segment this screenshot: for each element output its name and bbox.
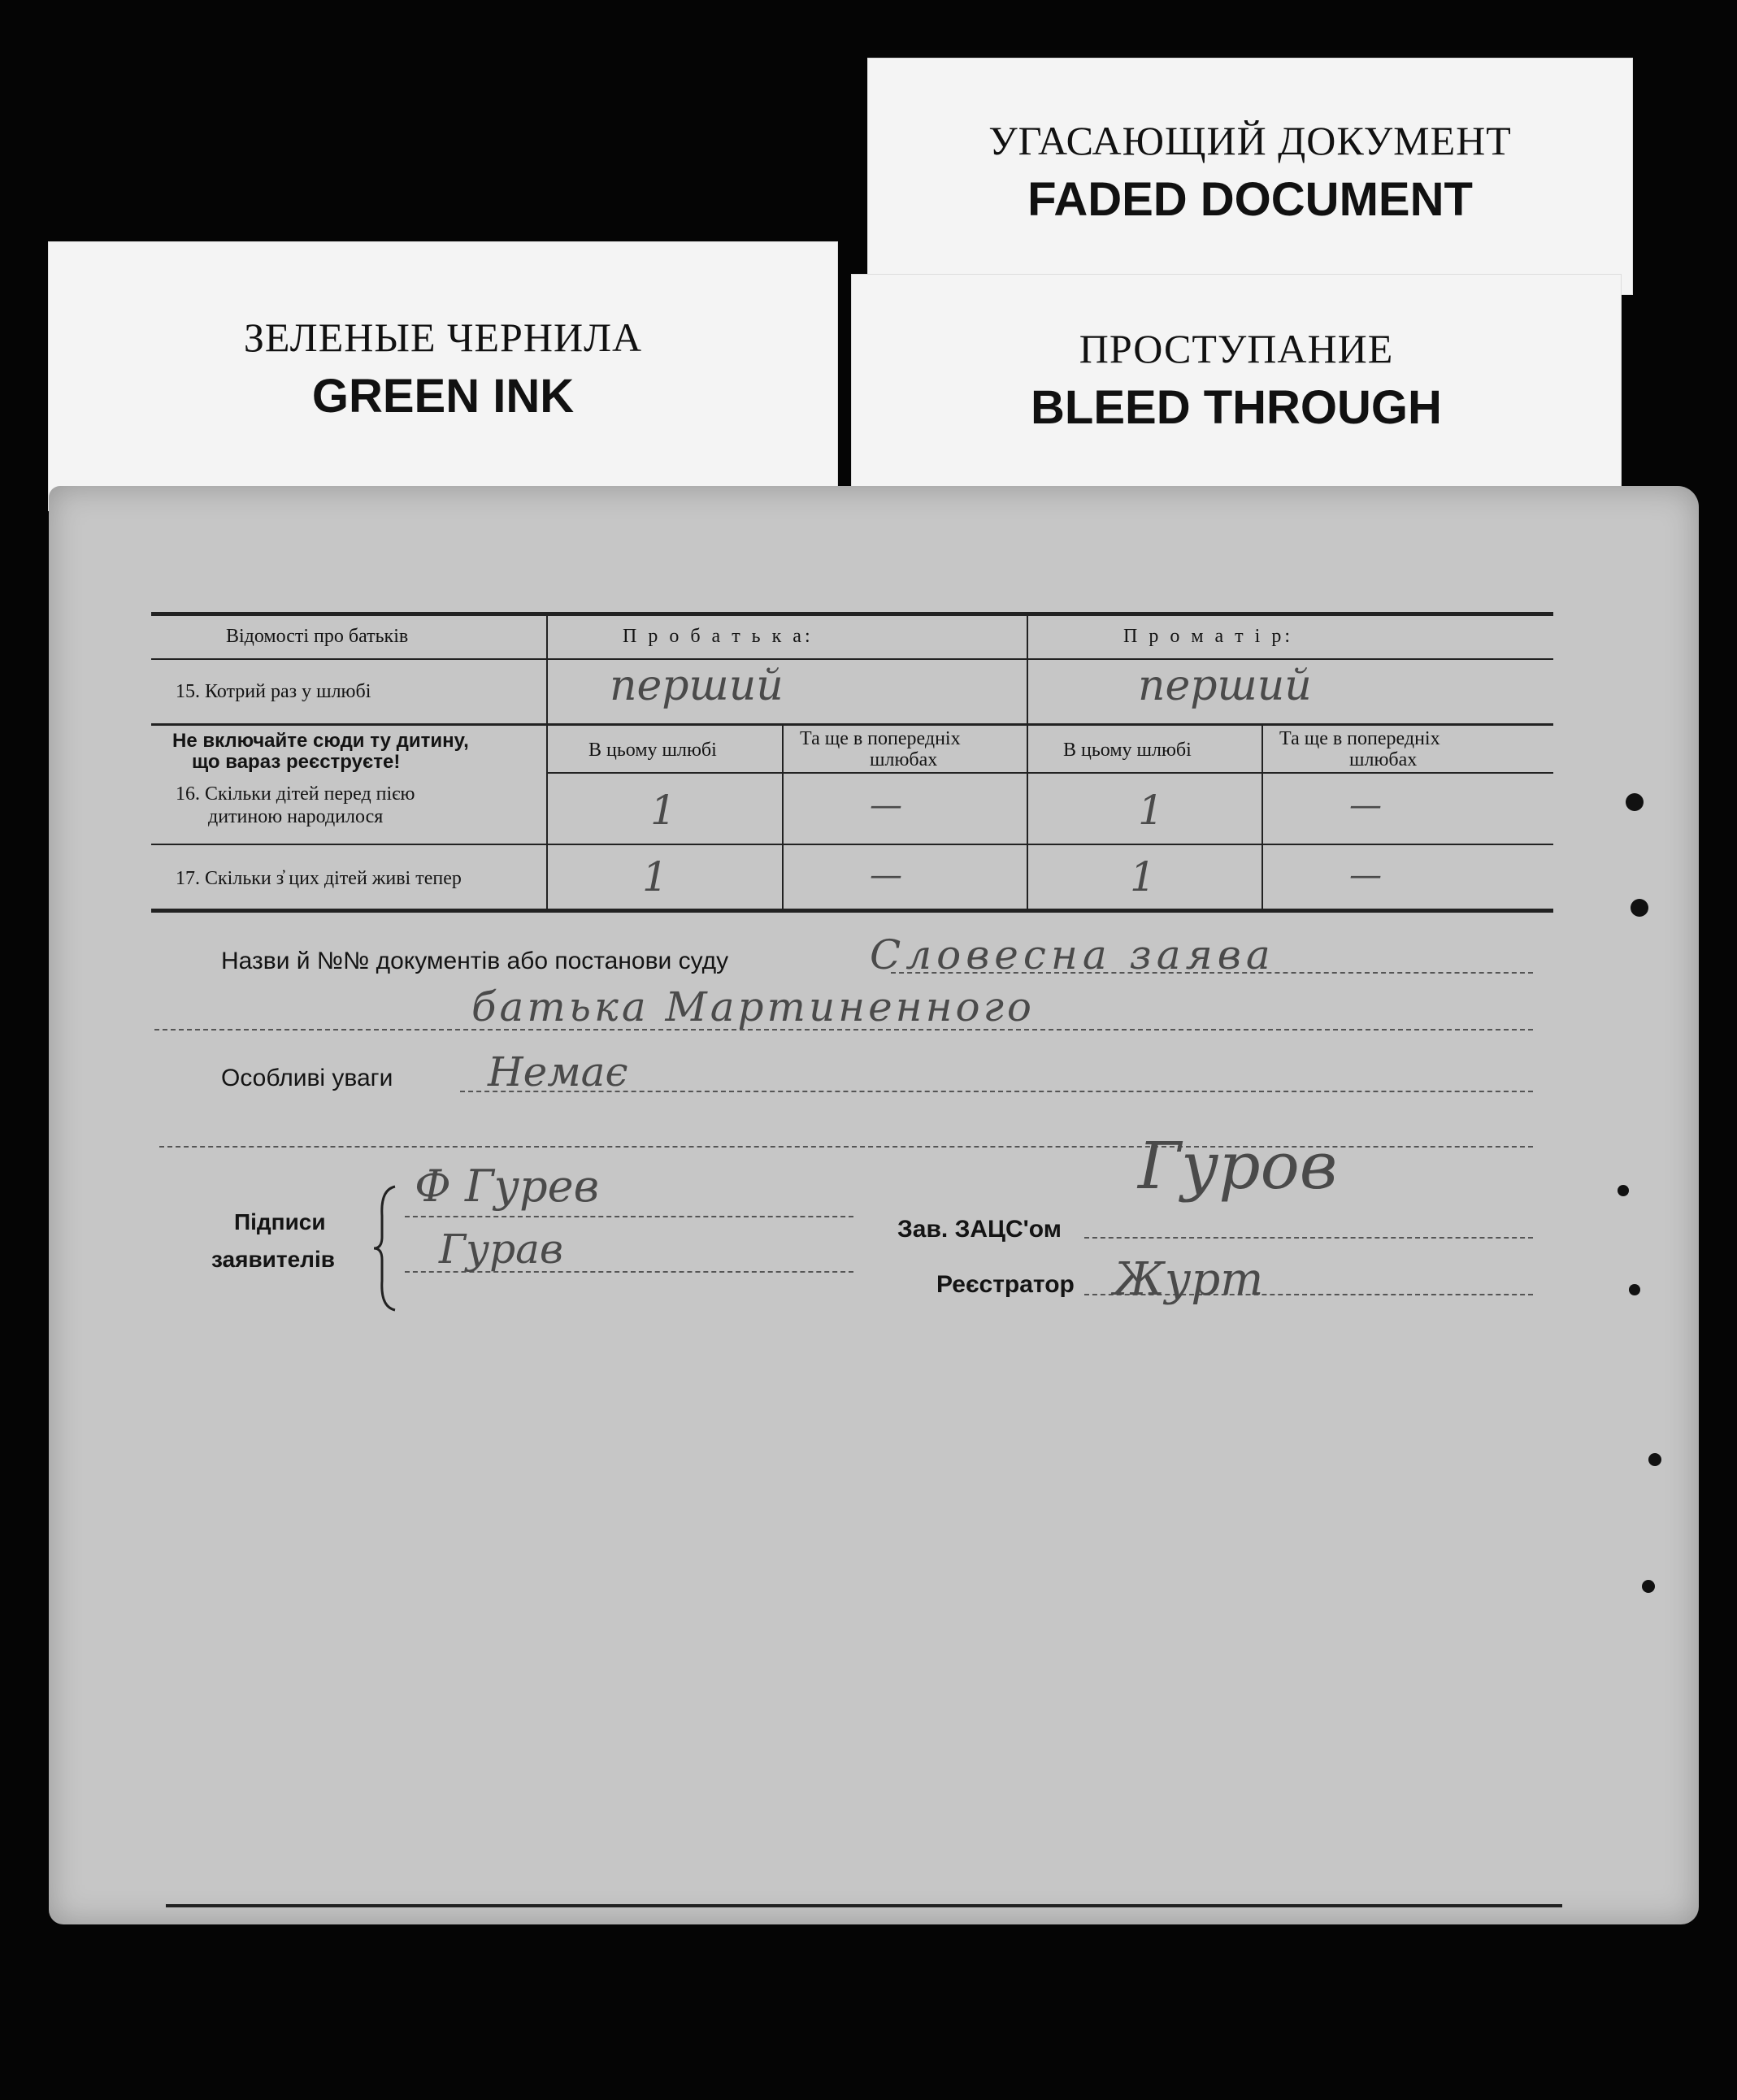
- note-line1: Не включайте сюди ту дитину,: [172, 730, 469, 752]
- table-col-rule: [782, 726, 784, 910]
- head-signature: Гуров: [1138, 1128, 1338, 1204]
- row15-label: 15. Котрий раз у шлюбі: [176, 681, 371, 702]
- row16-mother-prev: —: [1349, 787, 1382, 824]
- green-ink-card: [49, 242, 837, 510]
- subhead-mother-prev-2: шлюбах: [1349, 749, 1418, 770]
- table-rule: [546, 772, 1553, 774]
- faded-card-en: FADED DOCUMENT: [1027, 173, 1473, 226]
- green-card-ru: ЗЕЛЕНЫЕ ЧЕРНИЛА: [243, 315, 643, 360]
- table-col-rule: [546, 616, 548, 910]
- header-parents-info: Відомості про батьків: [226, 626, 409, 647]
- faded-document-card: [868, 59, 1632, 294]
- row17-mother-this: 1: [1130, 853, 1156, 900]
- head-line: [1084, 1237, 1533, 1239]
- signature-mother: Гурав: [439, 1226, 564, 1273]
- row16-mother-this: 1: [1138, 787, 1164, 834]
- document-sheet: [49, 486, 1699, 1924]
- row15-mother-handwriting: перший: [1138, 662, 1312, 710]
- row17-mother-prev: —: [1349, 857, 1382, 894]
- row17-father-prev: —: [870, 857, 902, 894]
- registrar-label: Реєстратор: [936, 1271, 1075, 1298]
- binding-hole: [1626, 793, 1644, 811]
- table-top-rule: [151, 612, 1553, 616]
- signatures-label-2: заявителів: [211, 1247, 335, 1272]
- table-col-rule: [1261, 726, 1263, 910]
- table-bottom-rule: [151, 909, 1553, 913]
- bleed-card-en: BLEED THROUGH: [1031, 381, 1442, 434]
- binding-hole: [1631, 899, 1648, 917]
- header-mother: П р о м а т і р:: [1123, 626, 1293, 647]
- bleed-card-ru: ПРОСТУПАНИЕ: [1079, 326, 1394, 371]
- docs-label: Назви й №№ документів або постанови суду: [221, 948, 729, 974]
- row16-label-line2: дитиною народилося: [208, 806, 384, 827]
- signatures-label-1: Підписи: [234, 1209, 326, 1234]
- row17-label: 17. Скільки з̓ цих дітей живі тепер: [176, 868, 462, 889]
- green-card-en: GREEN INK: [311, 370, 575, 423]
- row16-label-line1: 16. Скільки дітей перед пією: [176, 783, 415, 805]
- subhead-father-this-marriage: В цьому шлюбі: [588, 740, 717, 761]
- special-label: Особливі уваги: [221, 1065, 393, 1091]
- row17-father-this: 1: [642, 853, 668, 900]
- table-col-rule: [1027, 616, 1028, 910]
- row16-father-prev: —: [870, 787, 902, 824]
- signature-line-1: [405, 1216, 853, 1217]
- binding-hole: [1618, 1185, 1629, 1196]
- binding-hole: [1629, 1284, 1640, 1295]
- subhead-mother-this-marriage: В цьому шлюбі: [1063, 740, 1192, 761]
- docs-handwriting-2: батька Мартиненного: [471, 983, 1036, 1030]
- signature-father: Ф Гурев: [415, 1161, 600, 1212]
- table-rule: [151, 723, 1553, 726]
- signatures-brace: [371, 1183, 403, 1313]
- binding-hole: [1648, 1453, 1661, 1466]
- head-label: Зав. ЗАЦС'ом: [897, 1216, 1062, 1243]
- bottom-rule: [166, 1904, 1562, 1907]
- binding-hole: [1642, 1580, 1655, 1593]
- bleed-through-card: [852, 275, 1621, 510]
- subhead-mother-prev-1: Та ще в попередніх: [1279, 728, 1440, 749]
- faded-card-ru: УГАСАЮЩИЙ ДОКУМЕНТ: [988, 118, 1512, 163]
- registrar-signature: Журт: [1114, 1253, 1264, 1306]
- special-handwriting: Немає: [488, 1048, 628, 1096]
- table-rule: [151, 844, 1553, 845]
- note-line2: що вараз реєструєте!: [192, 751, 401, 773]
- subhead-father-prev-2: шлюбах: [870, 749, 938, 770]
- table-rule: [151, 658, 1553, 660]
- header-father: П р о б а т ь к а:: [623, 626, 814, 647]
- subhead-father-prev-1: Та ще в попередніх: [800, 728, 961, 749]
- docs-handwriting-1: Словесна заява: [870, 931, 1275, 978]
- row15-father-handwriting: перший: [610, 662, 784, 710]
- row16-father-this: 1: [650, 787, 676, 834]
